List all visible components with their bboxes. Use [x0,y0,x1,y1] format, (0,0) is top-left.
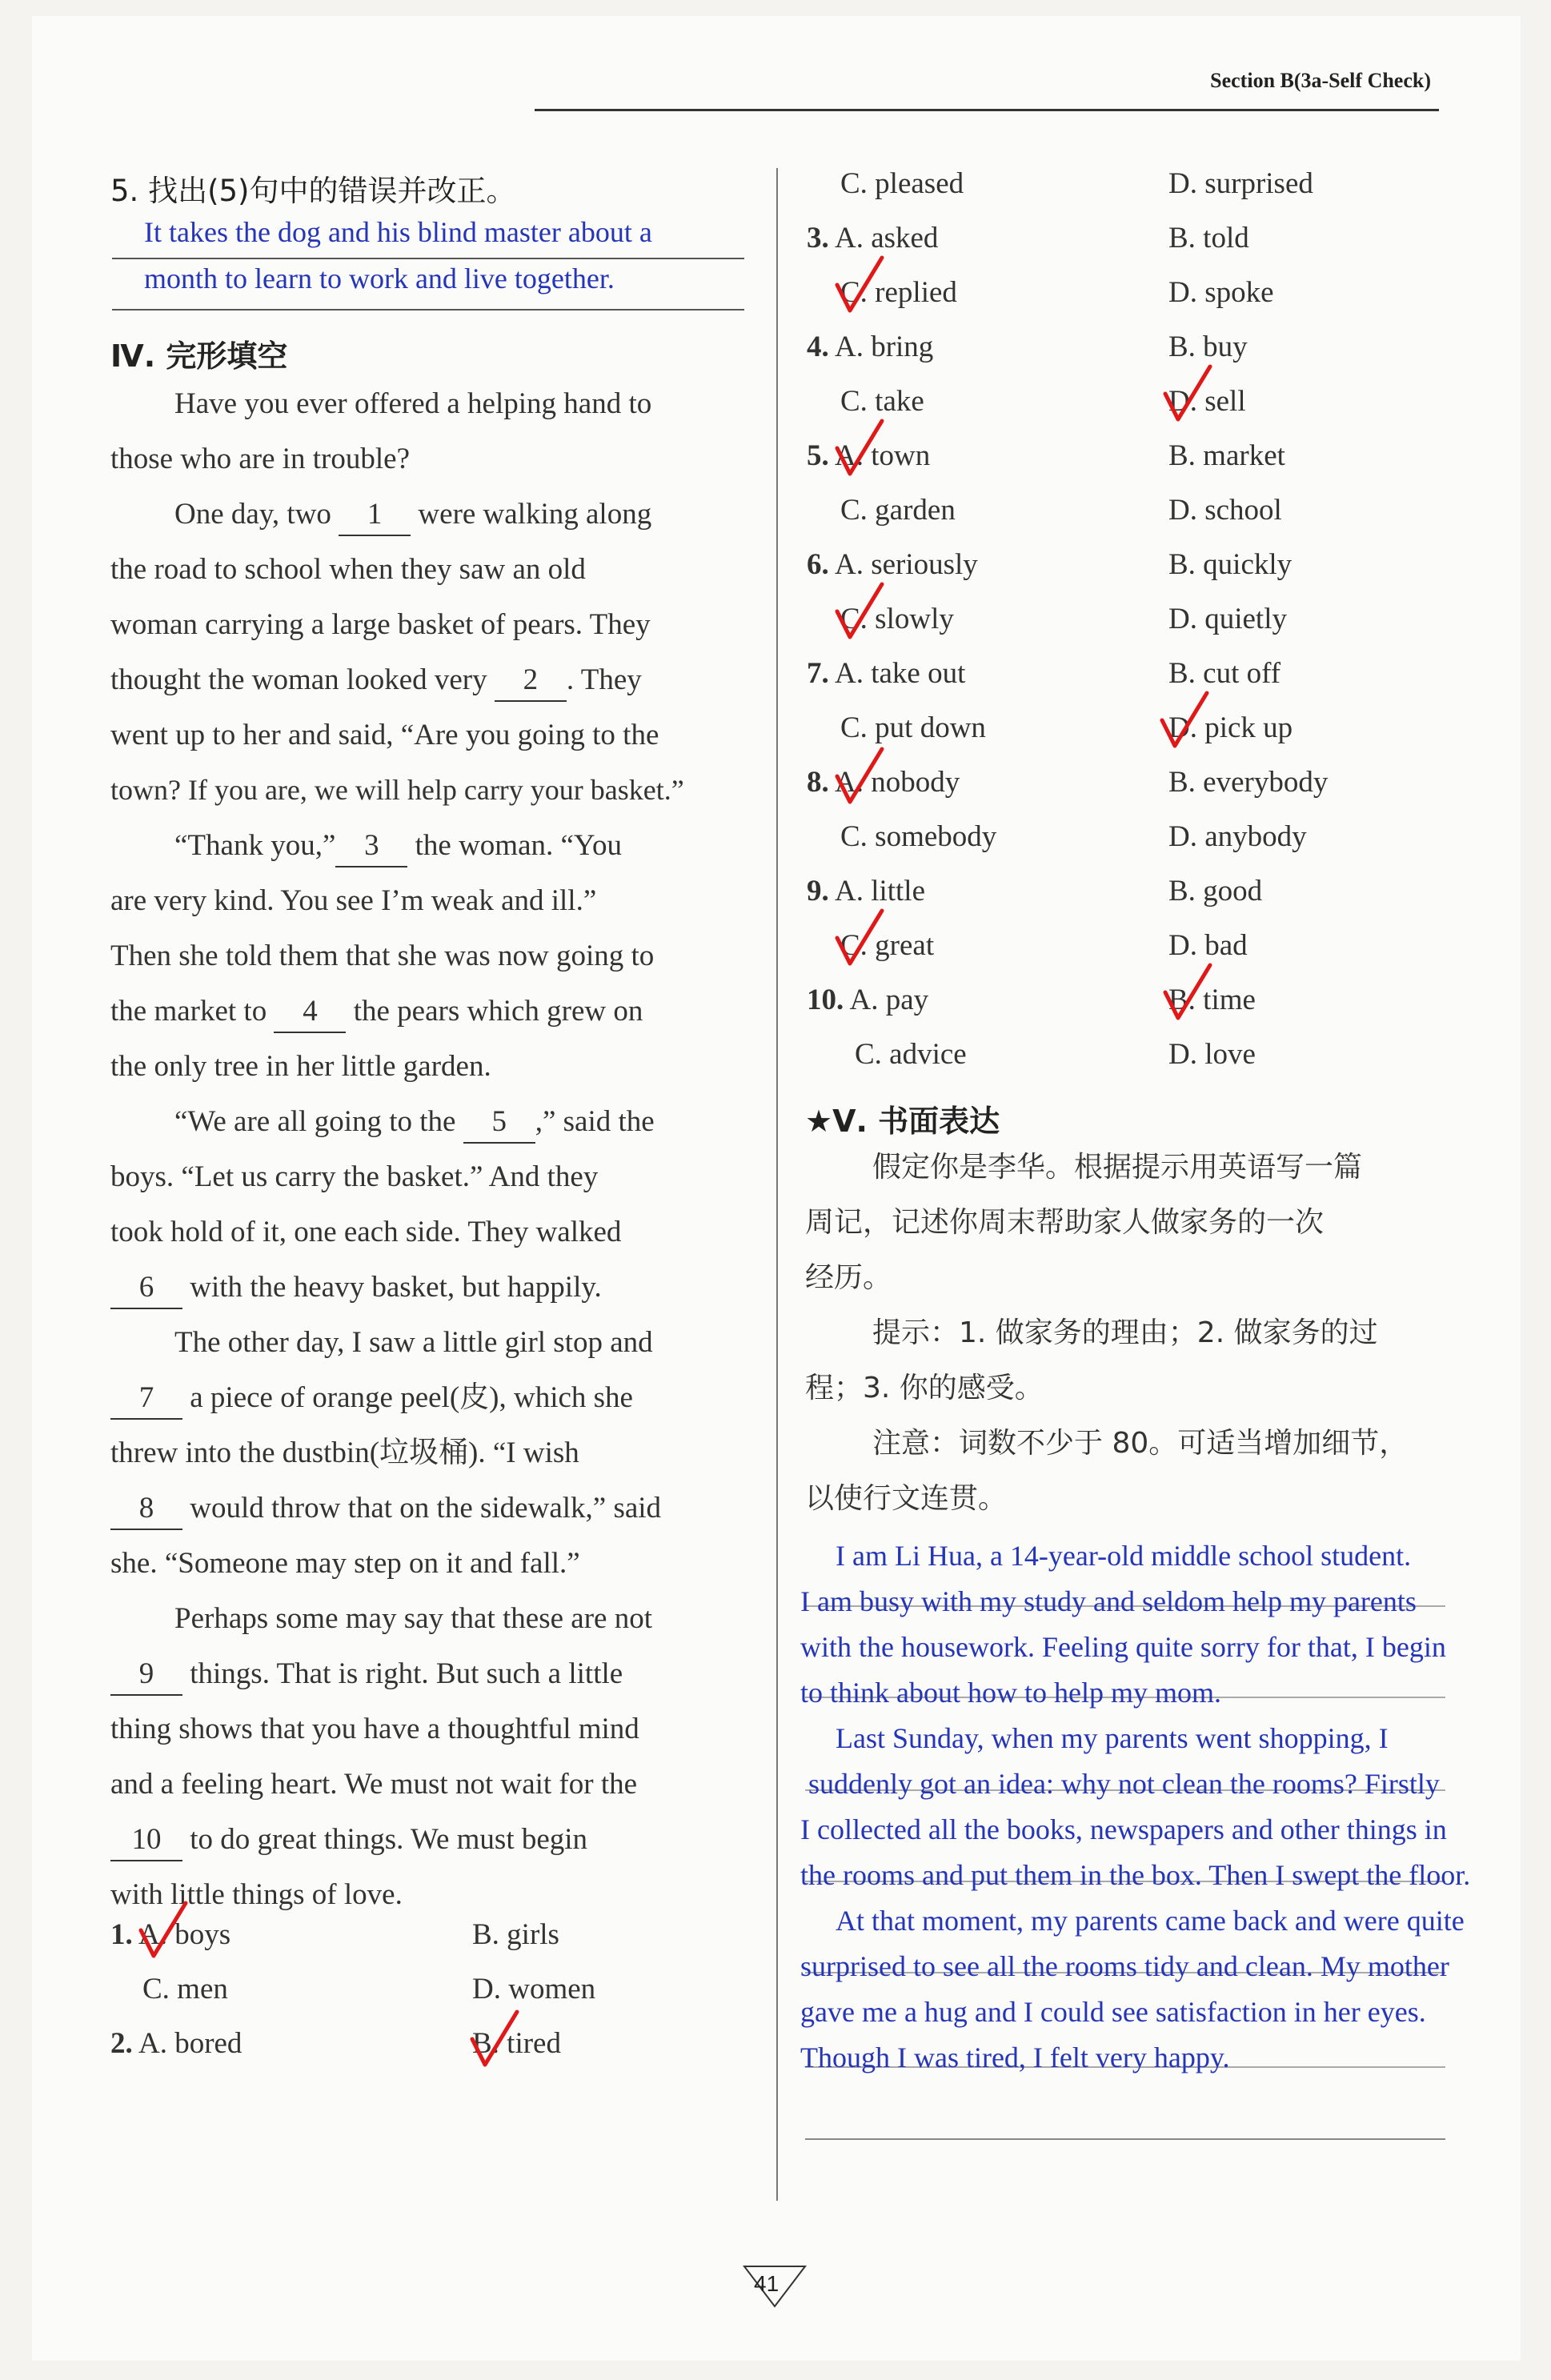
line: threw into the dustbin(垃圾桶). “I wish [110,1436,579,1469]
line [110,652,744,707]
option-4c: C. take [840,385,924,418]
line: 经历。 [805,1261,892,1294]
text: the woman. “You [415,829,622,862]
text: . They [566,663,642,696]
header-rule [535,109,1439,111]
option-6b: B. quickly [1168,548,1292,581]
option-text: A. asked [834,222,939,254]
line [110,1260,744,1315]
line [110,487,744,542]
option-9c: C. great [840,929,935,962]
option-3c: C. replied [840,276,957,309]
cloze-blank-9: 9 [110,1654,182,1696]
essay-line: Though I was tired, I felt very happy. [800,2041,1230,2073]
check-mark-icon [832,579,888,643]
line: 提示：1. 做家务的理由；2. 做家务的过 [872,1316,1378,1349]
option-num: 1. [110,1918,133,1951]
line: Perhaps some may say that these are not [174,1602,652,1635]
line: boys. “Let us carry the basket.” And they [110,1160,599,1193]
cloze-passage [110,376,744,1922]
option-num: 7. [807,657,829,690]
line: went up to her and said, “Are you going to the [110,719,659,751]
text: with the heavy basket, but happily. [190,1271,602,1304]
option-10c: C. advice [855,1038,967,1071]
page-number: 41 [754,2271,780,2296]
section-header: Section B(3a-Self Check) [1210,69,1431,92]
line: those who are in trouble? [110,443,410,475]
check-mark-icon [1160,960,1216,1024]
check-mark-icon [467,2007,523,2071]
writing-instructions [805,1140,1445,1526]
option-text: A. nobody [834,766,960,799]
text: ,” said the [535,1105,655,1138]
cloze-blank-7: 7 [110,1378,182,1420]
line [110,1094,744,1149]
line [110,1646,744,1701]
line: she. “Someone may step on it and fall.” [110,1547,580,1580]
option-text: A. seriously [834,548,978,581]
option-2d: D. surprised [1168,167,1313,200]
line [110,1370,744,1425]
text: “Thank you,” [174,829,336,862]
option-7a [807,656,965,691]
option-6c: C. slowly [840,603,954,635]
option-8d: D. anybody [1168,820,1307,853]
essay-line: I collected all the books, newspapers and other things in [800,1813,1447,1845]
option-3b: B. told [1168,222,1249,254]
option-2b: B. tired [472,2027,561,2060]
check-mark-icon [832,416,888,480]
option-9b: B. good [1168,875,1263,908]
option-7b: B. cut off [1168,657,1281,690]
q5-answer-line2: month to learn to work and live together. [144,262,615,294]
line: Then she told them that she was now going to [110,940,655,972]
line: 程；3. 你的感受。 [805,1372,1044,1404]
essay-line: gave me a hug and I could see satisfaction in her eyes. [800,1996,1426,2028]
part4-title: Ⅳ. 完形填空 [110,339,288,374]
text: “We are all going to the [174,1105,456,1138]
option-4d: D. sell [1168,385,1246,418]
line: and a feeling heart. We must not wait for the [110,1768,638,1801]
option-2c: C. pleased [840,167,964,200]
check-mark-icon [1160,362,1216,426]
option-text: A. pay [849,984,929,1016]
ruled-line [805,2138,1445,2140]
option-1d: D. women [472,1973,596,2005]
option-4a [807,330,933,364]
option-8c: C. somebody [840,820,997,853]
text: the market to [110,995,267,1028]
option-7d: D. pick up [1168,711,1293,744]
essay-line: to think about how to help my mom. [800,1677,1221,1709]
essay-answer [800,1533,1545,2081]
essay-line: surprised to see all the rooms tidy and clean. My mother [800,1950,1449,1982]
option-9a [807,874,925,908]
line: 周记，记述你周末帮助家人做家务的一次 [805,1206,1325,1239]
essay-line: suddenly got an idea: why not clean the rooms? Firstly [808,1768,1440,1800]
option-3d: D. spoke [1168,276,1274,309]
option-3a [807,221,938,255]
essay-line: I am busy with my study and seldom help my parents [800,1585,1417,1617]
line: took hold of it, one each side. They walked [110,1216,622,1248]
line: 假定你是李华。根据提示用英语写一篇 [872,1151,1363,1184]
text: thought the woman looked very [110,663,487,696]
line [110,1812,744,1867]
cloze-blank-10: 10 [110,1820,182,1861]
line: with little things of love. [110,1878,403,1911]
option-text: A. boys [138,1918,231,1951]
option-num: 6. [807,548,829,581]
line: 注意：词数不少于 80。可适当增加细节， [872,1427,1409,1460]
option-num: 3. [807,222,829,254]
option-8b: B. everybody [1168,766,1329,799]
option-num: 9. [807,875,829,908]
option-text: A. town [834,439,931,472]
option-10d: D. love [1168,1038,1256,1071]
check-mark-icon [832,744,888,808]
option-6d: D. quietly [1168,603,1287,635]
option-num: 2. [110,2027,133,2060]
option-5b: B. market [1168,439,1285,472]
option-2a [110,2026,242,2061]
cloze-blank-2: 2 [495,660,567,702]
text: would throw that on the sidewalk,” said [190,1492,662,1525]
column-divider [776,168,778,2201]
line [110,1480,744,1536]
text: a piece of orange peel(皮), which she [190,1381,633,1414]
line: town? If you are, we will help carry your basket.” [110,774,684,806]
check-mark-icon [136,1898,192,1962]
text: the pears which grew on [353,995,643,1028]
line: Have you ever offered a helping hand to [174,387,652,420]
option-num: 8. [807,766,829,799]
option-4b: B. buy [1168,331,1248,363]
option-9d: D. bad [1168,929,1248,962]
q5-prompt: 5. 找出(5)句中的错误并改正。 [110,174,516,208]
line: the only tree in her little garden. [110,1050,491,1083]
essay-line: At that moment, my parents came back and were quite [836,1905,1465,1937]
option-text: A. little [834,875,926,908]
line: thing shows that you have a thoughtful mind [110,1713,639,1745]
option-10a [807,983,928,1017]
option-7c: C. put down [840,711,986,744]
option-num: 5. [807,439,829,472]
text: were walking along [418,498,652,531]
essay-line: the rooms and put them in the box. Then I swept the floor. [800,1859,1471,1891]
check-mark-icon [832,906,888,970]
cloze-blank-6: 6 [110,1268,182,1309]
check-mark-icon [1157,688,1213,752]
option-5c: C. garden [840,494,956,527]
essay-line: I am Li Hua, a 14-year-old middle school student. [836,1540,1412,1572]
cloze-blank-3: 3 [335,826,407,867]
option-text: A. bored [138,2027,242,2060]
essay-line: Last Sunday, when my parents went shopping, I [836,1722,1389,1754]
line: the road to school when they saw an old [110,553,586,586]
check-mark-icon [832,253,888,317]
answer-rule [112,309,744,311]
cloze-blank-4: 4 [274,992,346,1033]
line: woman carrying a large basket of pears. They [110,608,651,641]
option-1b: B. girls [472,1918,559,1951]
option-text: A. take out [834,657,966,690]
text: to do great things. We must begin [190,1823,588,1856]
option-1c: C. men [142,1973,228,2005]
option-num: 10. [807,984,844,1016]
part5-title: ★Ⅴ. 书面表达 [805,1104,1000,1139]
line: The other day, I saw a little girl stop and [174,1326,653,1359]
option-10b: B. time [1168,984,1256,1016]
text: things. That is right. But such a little [190,1657,623,1690]
line: are very kind. You see I’m weak and ill.” [110,884,597,917]
essay-line: with the housework. Feeling quite sorry for that, I begin [800,1631,1446,1663]
option-5d: D. school [1168,494,1282,527]
cloze-blank-5: 5 [463,1102,535,1144]
q5-answer-line1: It takes the dog and his blind master about a [144,216,652,248]
cloze-blank-1: 1 [339,495,411,536]
option-6a [807,547,978,582]
line [110,818,744,873]
option-text: A. bring [834,331,934,363]
line [110,984,744,1039]
cloze-blank-8: 8 [110,1489,182,1530]
option-num: 4. [807,331,829,363]
text: One day, two [174,498,331,531]
line: 以使行文连贯。 [805,1482,1008,1515]
